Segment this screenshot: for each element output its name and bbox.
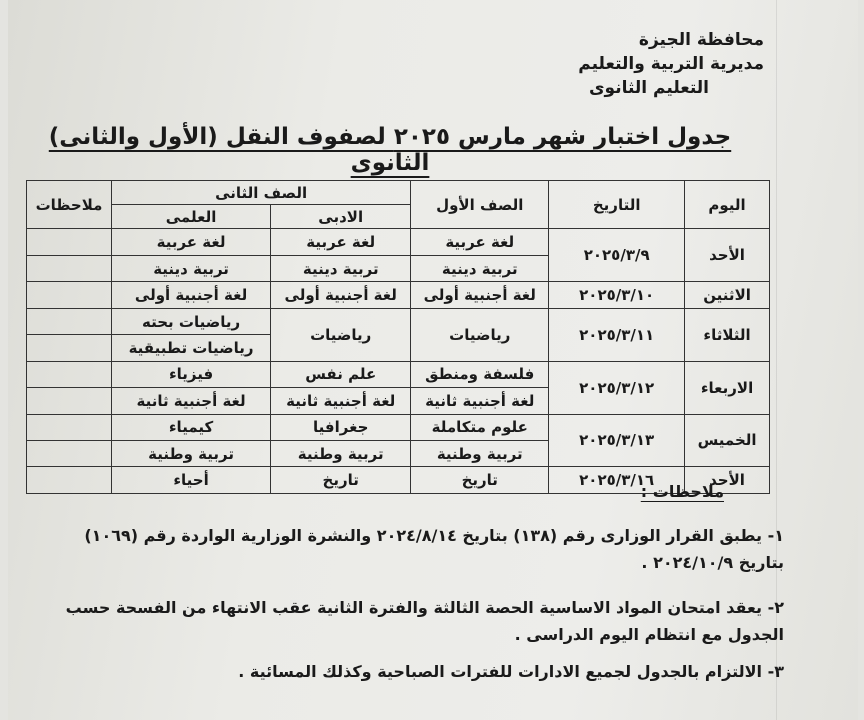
cell-literary: لغة أجنبية أولى (271, 282, 411, 308)
cell-notes (27, 388, 112, 414)
cell-first: فلسفة ومنطق (411, 361, 549, 387)
department-name: التعليم الثانوى (588, 78, 709, 98)
cell-scientific: لغة عربية (111, 229, 270, 255)
cell-literary: جغرافيا (271, 414, 411, 440)
cell-literary: علم نفس (271, 361, 411, 387)
cell-scientific: أحياء (111, 467, 270, 494)
cell-first: رياضيات (411, 308, 549, 361)
cell-notes (27, 335, 112, 361)
cell-literary: لغة أجنبية ثانية (271, 388, 411, 414)
cell-scientific: فيزياء (111, 361, 270, 387)
cell-literary: تربية وطنية (271, 440, 411, 466)
cell-notes (27, 467, 112, 494)
header-date: التاريخ (549, 181, 685, 229)
cell-date: ٢٠٢٥/٣/١٣ (549, 414, 685, 467)
cell-first: تربية دينية (411, 255, 549, 281)
cell-day: الاثنين (685, 282, 770, 308)
header-literary: الادبى (271, 205, 411, 229)
exam-schedule-table (26, 180, 770, 494)
table-row (27, 361, 770, 387)
cell-first: تاريخ (411, 467, 549, 494)
cell-date: ٢٠٢٥/٣/١٦ (549, 467, 685, 494)
cell-first: تربية وطنية (411, 440, 549, 466)
cell-first: لغة أجنبية ثانية (411, 388, 549, 414)
cell-scientific: رياضيات بحته (111, 308, 270, 334)
cell-date: ٢٠٢٥/٣/١٢ (549, 361, 685, 414)
cell-scientific: لغة أجنبية أولى (111, 282, 270, 308)
cell-day: الاربعاء (685, 361, 770, 414)
header-day: اليوم (685, 181, 770, 229)
cell-day: الثلاثاء (685, 308, 770, 361)
cell-scientific: كيمياء (111, 414, 270, 440)
cell-literary: لغة عربية (271, 229, 411, 255)
note-item-3: ٣- الالتزام بالجدول لجميع الادارات للفترات الصباحية وكذلك المسائية . (238, 662, 784, 681)
letterhead (444, 28, 764, 100)
cell-scientific: رياضيات تطبيقية (111, 335, 270, 361)
cell-date: ٢٠٢٥/٣/١١ (549, 308, 685, 361)
table-row (27, 308, 770, 334)
table-row (27, 282, 770, 308)
cell-notes (27, 308, 112, 334)
header-first-grade: الصف الأول (411, 181, 549, 229)
page-title: جدول اختبار شهر مارس ٢٠٢٥ لصفوف النقل (الأول والثانى) الثانوى (48, 124, 732, 176)
cell-notes (27, 255, 112, 281)
cell-date: ٢٠٢٥/٣/١٠ (549, 282, 685, 308)
cell-scientific: تربية وطنية (111, 440, 270, 466)
header-scientific: العلمى (111, 205, 270, 229)
cell-day: الأحد (685, 229, 770, 282)
table-row (27, 414, 770, 440)
directorate-name: مديرية التربية والتعليم (578, 54, 764, 74)
note-item-2: ٢- يعقد امتحان المواد الاساسية الحصة الثالثة والفترة الثانية عقب الانتهاء من الفسحة حسب الجدول مع انتظام اليوم الدراسى . (65, 598, 784, 644)
cell-notes (27, 229, 112, 255)
cell-first: لغة أجنبية أولى (411, 282, 549, 308)
cell-first: علوم متكاملة (411, 414, 549, 440)
cell-notes (27, 414, 112, 440)
cell-notes (27, 361, 112, 387)
cell-notes (27, 282, 112, 308)
cell-day: الخميس (685, 414, 770, 467)
cell-scientific: لغة أجنبية ثانية (111, 388, 270, 414)
cell-literary: تاريخ (271, 467, 411, 494)
cell-literary: رياضيات (271, 308, 411, 361)
note-item-1: ١- يطبق القرار الوزارى رقم (١٣٨) بتاريخ ٢٠٢٤/٨/١٤ والنشرة الوزارية الواردة رقم (١٠٦٩) بتاريخ ٢٠٢٤/١٠/٩ . (84, 526, 784, 572)
cell-day: الأحد (685, 467, 770, 494)
cell-date: ٢٠٢٥/٣/٩ (549, 229, 685, 282)
governorate-name: محافظة الجيزة (638, 30, 764, 50)
cell-scientific: تربية دينية (111, 255, 270, 281)
cell-first: لغة عربية (411, 229, 549, 255)
table-row (27, 229, 770, 255)
table-header-row (27, 181, 770, 205)
header-second-grade: الصف الثانى (111, 181, 410, 205)
header-notes: ملاحظات (27, 181, 112, 229)
cell-notes (27, 440, 112, 466)
cell-literary: تربية دينية (271, 255, 411, 281)
notes-heading: ملاحظات : (640, 482, 724, 501)
